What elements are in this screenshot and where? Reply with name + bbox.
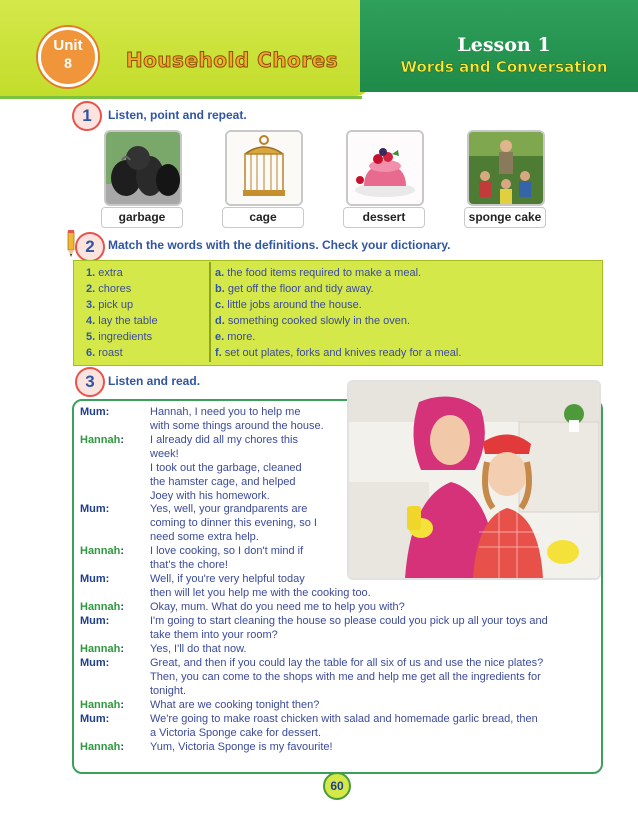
dialogue-line: week!: [150, 448, 179, 460]
definition-item: e. more.: [215, 331, 256, 343]
card-label-cage: cage: [222, 207, 304, 228]
speaker-label: Mum:: [80, 573, 110, 585]
speaker-label: Hannah:: [80, 741, 125, 753]
word-item: 1. extra: [86, 267, 123, 279]
speaker-label: Mum:: [80, 615, 110, 627]
card-label-dessert: dessert: [343, 207, 425, 228]
dialogue-line: Yes, well, your grandparents are: [150, 503, 308, 515]
sponge-cake-photo: [467, 130, 545, 206]
speaker-label: Hannah:: [80, 545, 125, 557]
header-stripe: [0, 96, 362, 99]
speaker-label: Mum:: [80, 713, 110, 725]
dessert-photo: [346, 130, 424, 206]
dialogue-line: Yes, I'll do that now.: [150, 643, 247, 655]
cage-photo: [225, 130, 303, 206]
dialogue-line: Great, and then if you could lay the table for all six of us and use the nice plates?: [150, 657, 544, 669]
definition-item: a. the food items required to make a meal.: [215, 267, 422, 279]
definition-list: [215, 265, 595, 361]
speaker-label: Mum:: [80, 503, 110, 515]
dialogue-line: Okay, mum. What do you need me to help you with?: [150, 601, 405, 613]
dialogue-line: I'm going to start cleaning the house so please could you pick up all your toys and: [150, 615, 548, 627]
people-outdoors-icon: [469, 132, 543, 204]
definition-item: d. something cooked slowly in the oven.: [215, 315, 411, 327]
cleaning-photo-icon: [349, 382, 599, 578]
dialogue-line: Joey with his homework.: [150, 490, 270, 502]
speaker-label: Mum:: [80, 406, 110, 418]
dialogue-line: then will let you help me with the cooking too.: [150, 587, 371, 599]
definition-item: c. little jobs around the house.: [215, 299, 362, 311]
word-item: 3. pick up: [86, 299, 134, 311]
dialogue-line: take them into your room?: [150, 629, 278, 641]
speaker-label: Hannah:: [80, 601, 125, 613]
section-2-title: Match the words with the definitions. Check your dictionary.: [108, 238, 451, 252]
dialogue-line: What are we cooking tonight then?: [150, 699, 320, 711]
dialogue-line: a Victoria Sponge cake for dessert.: [150, 727, 322, 739]
garbage-photo: [104, 130, 182, 206]
section-2-number: 2: [75, 232, 105, 262]
dialogue-line: Hannah, I need you to help me: [150, 406, 301, 418]
match-table-divider: [209, 262, 211, 362]
section-1-title: Listen, point and repeat.: [108, 108, 247, 122]
definition-item: b. get off the floor and tidy away.: [215, 283, 374, 295]
lesson-title: Lesson 1: [457, 34, 551, 56]
speaker-label: Hannah:: [80, 699, 125, 711]
speaker-label: Mum:: [80, 657, 110, 669]
dialogue-line: the hamster cage, and helped: [150, 476, 296, 488]
dialogue-line: tonight.: [150, 685, 187, 697]
dialogue-line: I took out the garbage, cleaned: [150, 462, 302, 474]
speaker-label: Hannah:: [80, 434, 125, 446]
dialogue-line: need some extra help.: [150, 531, 259, 543]
unit-number: 8: [64, 55, 72, 71]
section-3-number: 3: [75, 367, 105, 397]
word-item: 4. lay the table: [86, 315, 158, 327]
section-3-title: Listen and read.: [108, 374, 201, 388]
birdcage-icon: [227, 132, 301, 204]
page-number: 60: [323, 772, 351, 800]
lesson-subtitle: Words and Conversation: [400, 58, 608, 76]
section-1-number: 1: [72, 101, 102, 131]
dialogue-line: that's the chore!: [150, 559, 228, 571]
word-list: [86, 265, 206, 361]
word-item: 6. roast: [86, 347, 123, 359]
mother-daughter-photo: [347, 380, 601, 580]
dialogue-line: I already did all my chores this: [150, 434, 298, 446]
unit-badge: [38, 27, 98, 87]
dialogue-line: with some things around the house.: [150, 420, 324, 432]
cake-dessert-icon: [348, 132, 422, 204]
dialogue-line: We're going to make roast chicken with salad and homemade garlic bread, then: [150, 713, 538, 725]
dialogue-line: Then, you can come to the shops with me and help me get all the ingredients for: [150, 671, 541, 683]
dialogue-line: Well, if you're very helpful today: [150, 573, 305, 585]
page-title: Household Chores: [125, 48, 339, 72]
dialogue-line: Yum, Victoria Sponge is my favourite!: [150, 741, 333, 753]
garbage-bags-icon: [106, 132, 180, 204]
dialogue-line: I love cooking, so I don't mind if: [150, 545, 304, 557]
word-item: 2. chores: [86, 283, 132, 295]
card-label-sponge-cake: sponge cake: [464, 207, 546, 228]
word-item: 5. ingredients: [86, 331, 153, 343]
speaker-label: Hannah:: [80, 643, 125, 655]
card-label-garbage: garbage: [101, 207, 183, 228]
dialogue-line: coming to dinner this evening, so I: [150, 517, 317, 529]
unit-label: Unit: [53, 37, 83, 54]
definition-item: f. set out plates, forks and knives ready for a meal.: [215, 347, 462, 359]
